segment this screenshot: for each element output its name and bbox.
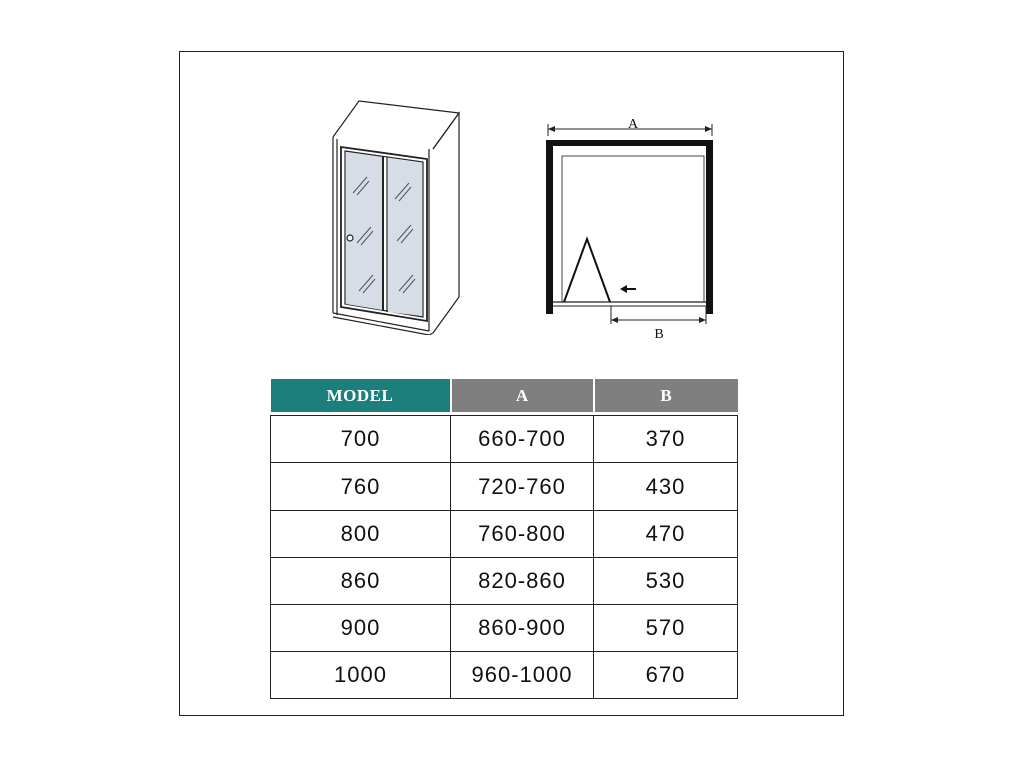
cell-model: 900: [271, 605, 451, 652]
table-row: [271, 558, 738, 605]
header-a: A: [451, 379, 594, 412]
cell-a: 660-700: [451, 416, 594, 463]
table-row: [271, 511, 738, 558]
cell-b: 570: [594, 605, 738, 652]
cell-b: 470: [594, 511, 738, 558]
shower-plan-illustration: [540, 110, 725, 345]
cell-b: 670: [594, 652, 738, 699]
dimensions-table: [270, 379, 738, 699]
door-handle-icon: [347, 235, 353, 241]
cell-b: 430: [594, 463, 738, 511]
cell-a: 960-1000: [451, 652, 594, 699]
table-header-row: [271, 379, 738, 412]
table-row: [271, 416, 738, 463]
dimension-a-label: A: [627, 117, 639, 132]
cell-b: 530: [594, 558, 738, 605]
cell-a: 760-800: [451, 511, 594, 558]
cell-a: 720-760: [451, 463, 594, 511]
slide-direction-arrow-icon: [620, 285, 627, 293]
cell-model: 1000: [271, 652, 451, 699]
cell-model: 860: [271, 558, 451, 605]
cell-model: 800: [271, 511, 451, 558]
cell-a: 820-860: [451, 558, 594, 605]
table-row: [271, 605, 738, 652]
cell-model: 700: [271, 416, 451, 463]
table-row: [271, 463, 738, 511]
cell-model: 760: [271, 463, 451, 511]
dimension-b-label: B: [654, 327, 664, 342]
cell-a: 860-900: [451, 605, 594, 652]
cell-b: 370: [594, 416, 738, 463]
header-b: B: [594, 379, 738, 412]
table-row: [271, 652, 738, 699]
shower-enclosure-illustration: [323, 95, 463, 335]
header-model: MODEL: [271, 379, 451, 412]
